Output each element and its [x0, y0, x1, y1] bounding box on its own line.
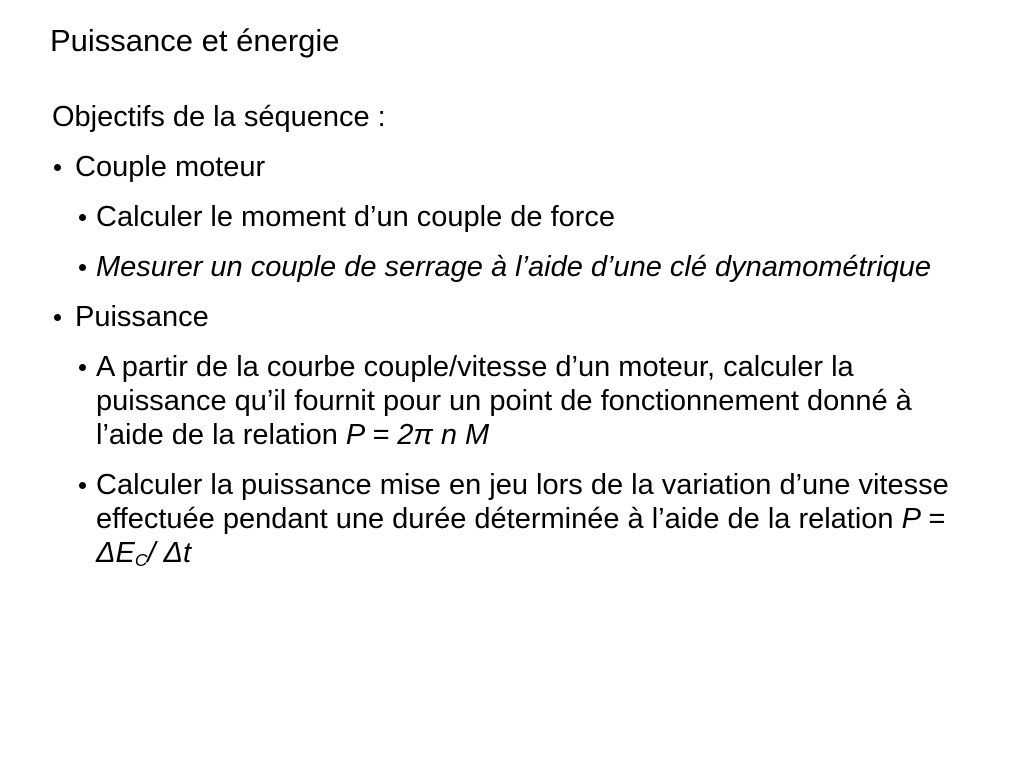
bullet-icon [79, 214, 86, 221]
intro-text: Objectifs de la séquence : [52, 101, 386, 133]
text-segment: Calculer le moment d’un couple de force [96, 201, 616, 233]
bullet-text [96, 351, 912, 451]
bullet-item [52, 250, 956, 284]
bullet-item [52, 468, 956, 570]
bullet-icon [79, 482, 86, 489]
slide-title: Puissance et énergie [50, 23, 340, 58]
bullet-item [52, 150, 956, 184]
bullet-list [52, 150, 956, 570]
bullet-text [96, 469, 949, 569]
bullet-text [75, 301, 209, 333]
bullet-text [96, 251, 931, 283]
text-segment: A partir de la courbe couple/vitesse d’un moteur, calculer la puissance qu’il fournit pour un point de fonctionnement donné à l’aide de la relation [96, 351, 912, 451]
text-segment: Calculer la puissance mise en jeu lors de la variation d’une vitesse effectuée pendant une durée déterminée à l’aide de la relation [96, 469, 949, 535]
formula-segment: C [134, 549, 148, 570]
bullet-item [52, 200, 956, 234]
slide-content [52, 100, 956, 570]
formula-segment: P = ΔE [96, 503, 945, 569]
formula-segment: / Δt [147, 537, 192, 569]
bullet-icon [54, 314, 61, 321]
bullet-icon [79, 264, 86, 271]
bullet-text [96, 201, 615, 233]
bullet-icon [54, 164, 61, 171]
bullet-item [52, 300, 956, 334]
formula-segment: P = 2π n M [345, 419, 490, 451]
bullet-text [75, 151, 265, 183]
text-segment: Puissance [75, 301, 209, 333]
bullet-item [52, 350, 956, 452]
text-segment: Couple moteur [75, 151, 266, 183]
bullet-icon [79, 364, 86, 371]
formula-segment: Mesurer un couple de serrage à l’aide d’une clé dynamométrique [96, 251, 932, 283]
